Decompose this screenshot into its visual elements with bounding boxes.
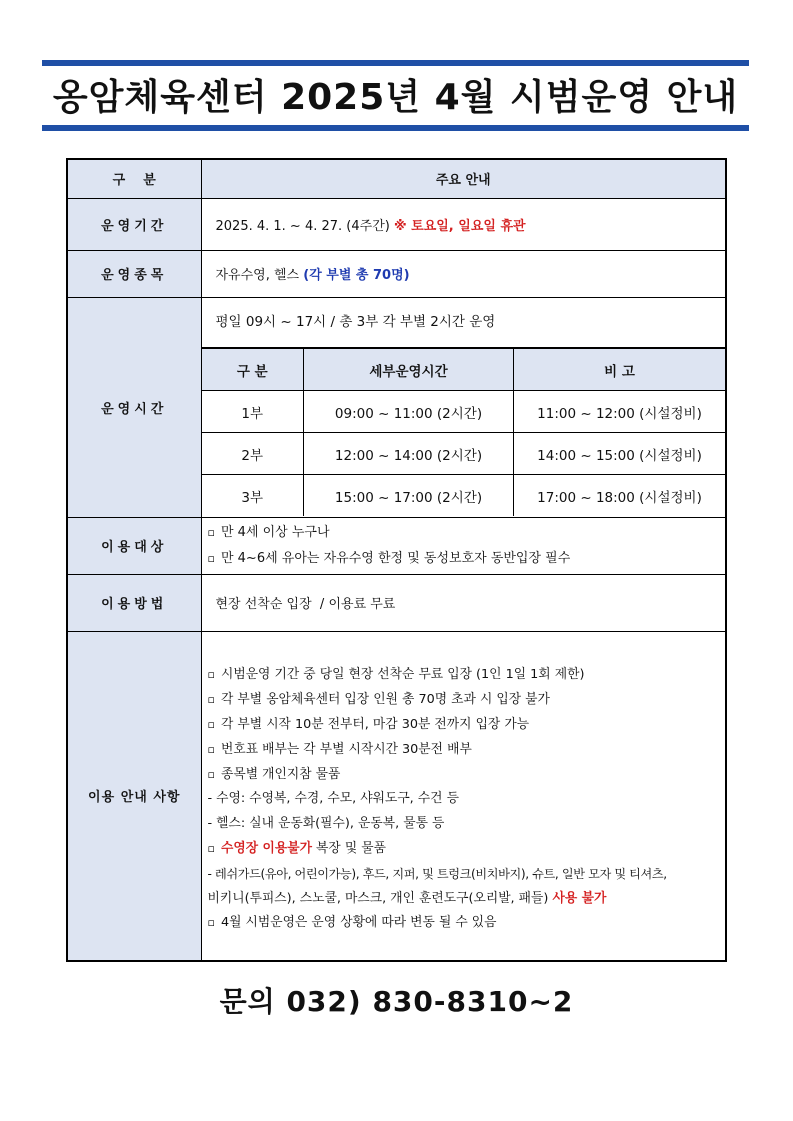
guide-line: ▫ 시범운영 기간 중 당일 현장 선착순 무료 입장 (1인 1일 1회 제한) [207,667,585,683]
guide-content [201,631,726,961]
method-label: 이용방법 [67,574,201,631]
header-category: 구 분 [67,159,201,198]
schedule-col-note: 비 고 [514,349,726,391]
bullet-icon: ▫ [207,693,215,707]
target-row [67,517,726,574]
bullet-icon: ▫ [207,668,215,682]
schedule-note: 11:00 ~ 12:00 (시설정비) [514,391,726,433]
info-table [66,158,727,962]
bullet-icon: ▫ [207,551,215,565]
hours-row [67,297,726,517]
method-text: 현장 선착순 입장 / 이용료 무료 [201,574,726,631]
guide-line: 비키니(투피스), 스노쿨, 마스크, 개인 훈련도구(오리발, 패들) 사용 불가 [207,890,607,906]
bullet-icon: ▫ [207,742,215,756]
guide-line: ▫ 번호표 배부는 각 부별 시작시간 30분전 배부 [207,741,472,757]
bullet-icon: ▫ [207,767,215,781]
schedule-part: 3부 [202,475,304,517]
hours-summary: 평일 09시 ~ 17시 / 총 3부 각 부별 2시간 운영 [202,298,726,348]
schedule-part: 1부 [202,391,304,433]
schedule-col-part: 구 분 [202,349,304,391]
header-content: 주요 안내 [201,159,726,198]
capacity-text: (각 부별 총 70명) [303,268,410,283]
guide-line: - 헬스: 실내 운동화(필수), 운동복, 물통 등 [207,816,445,832]
table-header-row [67,159,726,198]
contact-info: 문의 032) 830-8310~2 [219,985,574,1018]
bottom-rule [42,125,749,131]
target-label: 이용대상 [67,517,201,574]
bullet-icon: ▫ [207,717,215,731]
guide-line: ▫ 수영장 이용불가 복장 및 물품 [207,840,386,856]
schedule-note: 17:00 ~ 18:00 (시설정비) [514,475,726,517]
target-item: ▫ 만 4세 이상 누구나 [207,524,330,540]
schedule-time: 12:00 ~ 14:00 (2시간) [304,433,514,475]
program-row [67,250,726,297]
target-item: ▫ 만 4~6세 유아는 자유수영 한정 및 동성보호자 동반입장 필수 [207,550,571,566]
guide-line: ▫ 각 부별 옹암체육센터 입장 인원 총 70명 초과 시 입장 불가 [207,692,550,708]
schedule-table [202,348,726,516]
period-label: 운영기간 [67,198,201,250]
hours-label: 운영시간 [67,297,201,517]
target-content [201,517,726,574]
schedule-time: 15:00 ~ 17:00 (2시간) [304,475,514,517]
closed-notice: ※ 토요일, 일요일 휴관 [393,218,526,234]
bullet-icon: ▫ [207,916,215,930]
guide-line: - 수영: 수영복, 수경, 수모, 샤워도구, 수건 등 [207,791,459,807]
schedule-header [202,349,726,391]
schedule-time: 09:00 ~ 11:00 (2시간) [304,391,514,433]
guide-line: ▫ 각 부별 시작 10분 전부터, 마감 30분 전까지 입장 가능 [207,716,530,732]
guide-row [67,631,726,961]
page-title: 옹암체육센터 2025년 4월 시범운영 안내 [52,77,739,118]
bullet-icon: ▫ [207,841,215,855]
schedule-part: 2부 [202,433,304,475]
guide-line: ▫ 종목별 개인지참 물품 [207,766,341,782]
program-text: 자유수영, 헬스 [215,268,300,283]
guide-line: - 레쉬가드(유아, 어린이가능), 후드, 지퍼, 및 트렁크(비치바지), 슈트, 일반 모자 및 티셔츠, [207,866,667,881]
schedule-row [202,433,726,475]
schedule-col-time: 세부운영시간 [304,349,514,391]
top-rule [42,60,749,66]
schedule-row [202,391,726,433]
method-row [67,574,726,631]
program-content [201,250,726,297]
period-content [201,198,726,250]
hours-content [201,297,726,517]
schedule-note: 14:00 ~ 15:00 (시설정비) [514,433,726,475]
period-row [67,198,726,250]
bullet-icon: ▫ [207,525,215,539]
schedule-row [202,475,726,517]
period-dates: 2025. 4. 1. ~ 4. 27. (4주간) [215,218,390,234]
guide-line: ▫ 4월 시범운영은 운영 상황에 따라 변동 될 수 있음 [207,915,497,931]
guide-label: 이용 안내 사항 [67,631,201,961]
program-label: 운영종목 [67,250,201,297]
